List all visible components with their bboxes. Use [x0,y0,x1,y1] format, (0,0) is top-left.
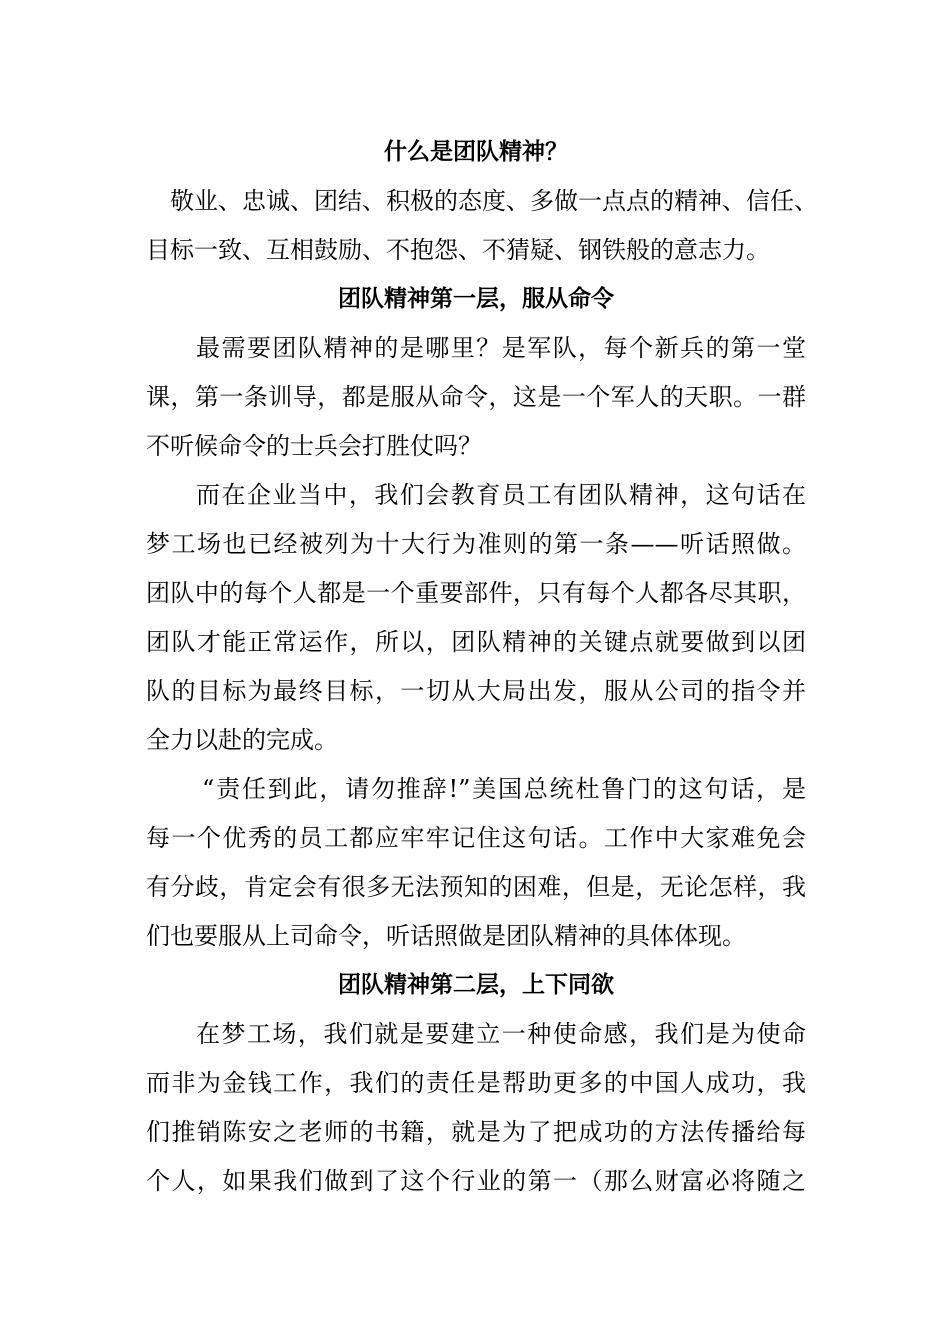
paragraph-line: 个人，如果我们做到了这个行业的第一（那么财富必将随之 [146,1167,806,1195]
paragraph-line: 全力以赴的完成。 [146,726,338,754]
paragraph-line: “责任到此，请勿推辞!”美国总统杜鲁门的这句话，是 [202,775,806,803]
section-heading-what-is-team-spirit: 什么是团队精神？ [384,139,568,165]
paragraph-line: 们也要服从上司命令，听话照做是团队精神的具体体现。 [146,922,746,950]
paragraph-truman-quote [146,765,806,961]
paragraph-line: 最需要团队精神的是哪里？是军队，每个新兵的第一堂 [196,334,806,362]
section-heading-layer-two: 团队精神第二层，上下同欲 [338,972,614,998]
paragraph-line: 而非为金钱工作，我们的责任是帮助更多的中国人成功，我 [146,1069,806,1097]
paragraph-line: 有分歧，肯定会有很多无法预知的困难，但是，无论怎样，我 [146,873,806,901]
document-body [146,128,818,1206]
section-heading-layer-one: 团队精神第一层，服从命令 [338,286,614,312]
paragraph-line: 团队中的每个人都是一个重要部件，只有每个人都各尽其职， [146,579,806,607]
paragraph-line: 梦工场也已经被列为十大行为准则的第一条——听话照做。 [146,530,806,558]
paragraph-mission [146,1010,806,1206]
paragraph-line: 们推销陈安之老师的书籍，就是为了把成功的方法传播给每 [146,1118,806,1146]
paragraph-enterprise [146,471,806,765]
paragraph-line: 不听候命令的士兵会打胜仗吗？ [146,432,482,460]
paragraph-line: 队的目标为最终目标，一切从大局出发，服从公司的指令并 [146,677,806,705]
paragraph-team-spirit-definition [146,177,818,275]
paragraph-line: 每一个优秀的员工都应牢牢记住这句话。工作中大家难免会 [146,824,806,852]
paragraph-line: 而在企业当中，我们会教育员工有团队精神，这句话在 [196,481,806,509]
paragraph-army [146,324,806,471]
paragraph-line: 课，第一条训导，都是服从命令，这是一个军人的天职。一群 [146,383,806,411]
paragraph-line: 敬业、忠诚、团结、积极的态度、多做一点点的精神、信任、 [170,187,818,215]
paragraph-line: 团队才能正常运作，所以，团队精神的关键点就要做到以团 [146,628,806,656]
paragraph-line: 在梦工场，我们就是要建立一种使命感，我们是为使命 [196,1020,806,1048]
paragraph-line: 目标一致、互相鼓励、不抱怨、不猜疑、钢铁般的意志力。 [146,236,770,264]
